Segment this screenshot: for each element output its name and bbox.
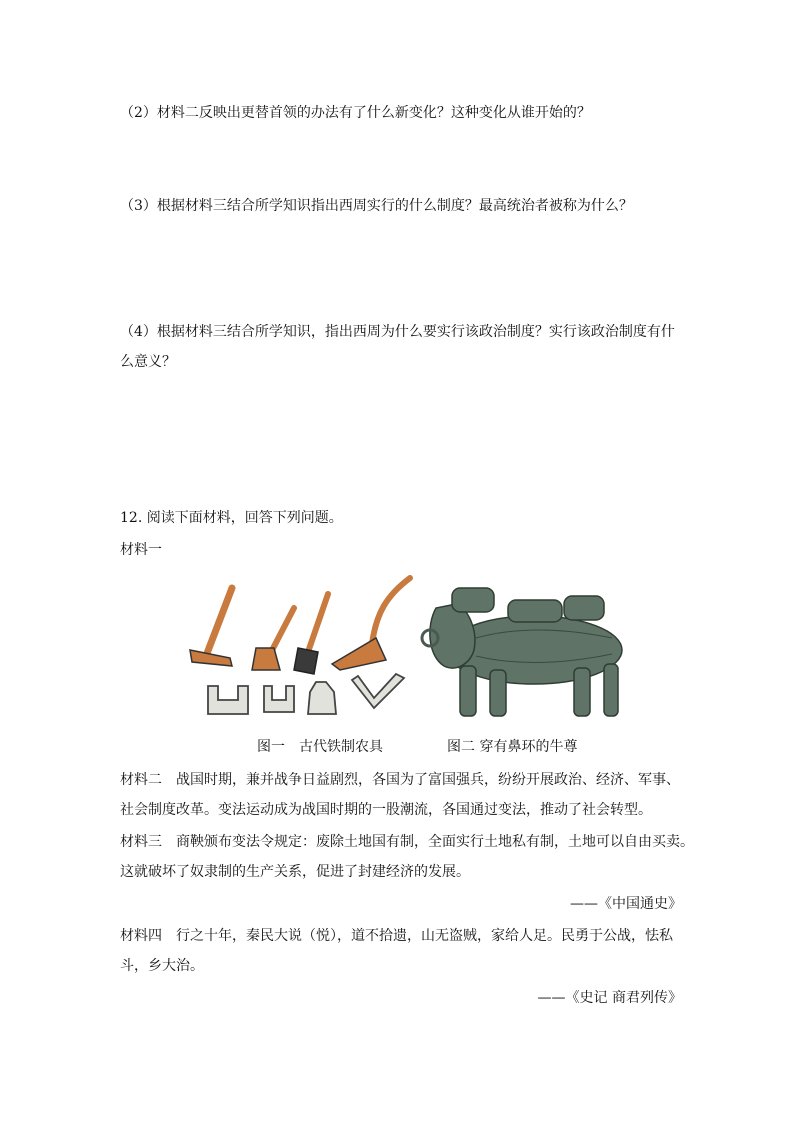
question-12-heading: 12. 阅读下面材料，回答下列问题。 <box>120 510 343 526</box>
material-4-source: ——《史记 商君列传》 <box>537 990 682 1006</box>
ox-zun-image <box>416 578 638 720</box>
ox-leg <box>490 670 506 716</box>
figure-2-caption: 图二 穿有鼻环的牛尊 <box>447 739 578 755</box>
material-3-line-2: 这就破坏了奴隶制的生产关系，促进了封建经济的发展。 <box>120 864 470 880</box>
question-2: （2）材料二反映出更替首领的办法有了什么新变化？这种变化从谁开始的？ <box>120 105 591 121</box>
material-3-line-1: 材料三 商鞅颁布变法令规定：废除土地国有制，全面实行土地私有制，土地可以自由买卖。 <box>120 834 694 850</box>
ox-leg <box>460 666 476 716</box>
material-2-line-1: 材料二 战国时期，兼并战争日益剧烈，各国为了富国强兵，纷纷开展政治、经济、军事、 <box>120 772 680 788</box>
material-4-line-1: 材料四 行之十年，秦民大说（悦），道不拾遗，山无盗贼，家给人足。民勇于公战，怯私 <box>120 928 673 944</box>
question-3: （3）根据材料三结合所学知识指出西周实行的什么制度？最高统治者被称为什么？ <box>120 198 633 214</box>
tools-row-bottom <box>208 674 404 714</box>
question-4-line-2: 么意义？ <box>120 354 176 370</box>
material-3-source: ——《中国通史》 <box>570 896 682 912</box>
iron-tools-image <box>186 574 416 722</box>
figure-1-caption: 图一 古代铁制农具 <box>257 739 383 755</box>
ox-leg <box>574 668 590 716</box>
question-4-line-1: （4）根据材料三结合所学知识，指出西周为什么要实行该政治制度？实行该政治制度有什 <box>120 324 675 340</box>
ox-vessel-mouth <box>452 588 494 612</box>
ox-vessel-mouth <box>564 596 604 620</box>
material-4-line-2: 斗，乡大治。 <box>120 958 204 974</box>
material-1-label: 材料一 <box>120 542 162 558</box>
tools-row-top <box>190 578 410 674</box>
ox-vessel-mouth <box>508 600 562 622</box>
material-2-line-2: 社会制度改革。变法运动成为战国时期的一股潮流，各国通过变法，推动了社会转型。 <box>120 802 652 818</box>
ox-leg <box>604 664 618 716</box>
